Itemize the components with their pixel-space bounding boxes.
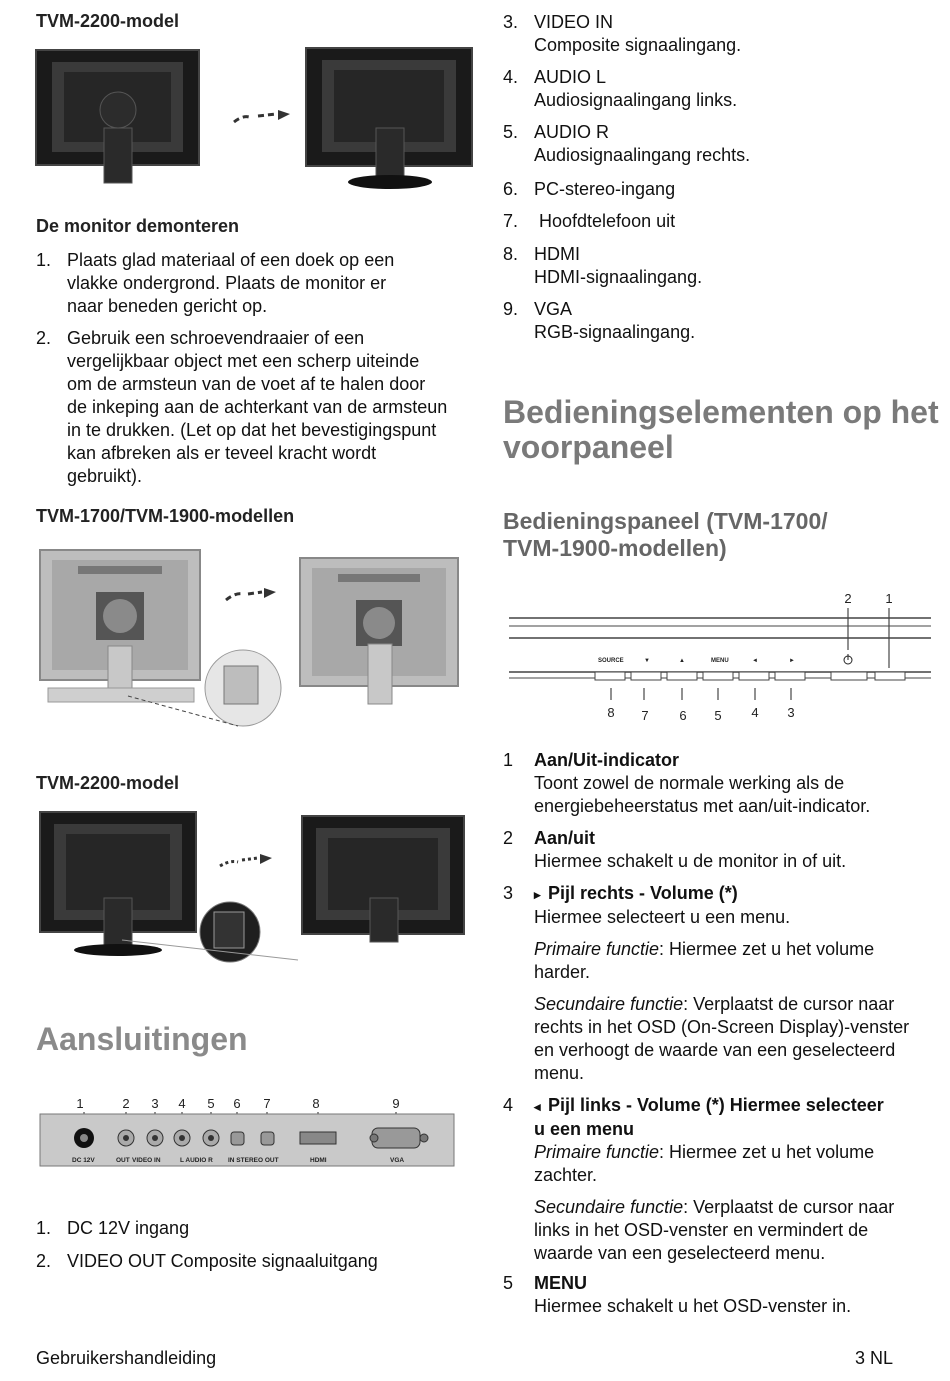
connector-panel-diagram — [38, 1092, 458, 1182]
monitor-disassembly-illustration-tvm2200-bottom — [38, 808, 468, 968]
connector-number: 7 — [263, 1096, 271, 1111]
step-line: vergelijkbaar object met een scherp uiteinde — [67, 351, 420, 371]
item-title: Aan/Uit-indicator — [534, 750, 680, 770]
item-desc: HDMI-signaalingang. — [534, 267, 703, 287]
control-panel-diagram — [505, 588, 935, 728]
monitor-disassembly-illustration-tvm1700 — [38, 548, 463, 733]
secondary-function-text: links in het OSD-venster en vermindert de — [534, 1220, 869, 1240]
connector-label-dc: DC 12V — [72, 1157, 95, 1164]
item-title: PC-stereo-ingang — [534, 179, 676, 199]
control-panel-title-line: TVM-1900-modellen) — [503, 535, 727, 561]
item-number: 7. — [503, 211, 519, 231]
connector-label-audio: L AUDIO R — [180, 1157, 213, 1164]
item-number: 9. — [503, 299, 519, 319]
item-title: Pijl links - Volume (*) Hiermee selecteer — [548, 1095, 884, 1115]
connector-label-video-out: OUT — [116, 1157, 130, 1164]
item-number: 3 — [503, 883, 514, 903]
item-title: AUDIO R — [534, 122, 610, 142]
connector-number: 8 — [312, 1096, 320, 1111]
panel-number: 6 — [679, 708, 687, 723]
step-line: vlakke ondergrond. Plaats de monitor er — [67, 273, 387, 293]
item-title: VIDEO IN — [534, 12, 614, 32]
connector-number: 3 — [151, 1096, 159, 1111]
primary-function-text: : Hiermee zet u het volume — [659, 939, 875, 959]
secondary-function-text: : Verplaatst de cursor naar — [683, 1197, 895, 1217]
item-number: 2. — [36, 1251, 52, 1271]
arrow-right-icon: ▸ — [534, 887, 541, 902]
connector-number: 4 — [178, 1096, 186, 1111]
connector-number: 9 — [392, 1096, 400, 1111]
secondary-function-label: Secundaire functie — [534, 994, 684, 1014]
connector-number: 2 — [122, 1096, 130, 1111]
item-desc: Audiosignaalingang rechts. — [534, 145, 751, 165]
panel-number: 2 — [844, 591, 852, 606]
item-number: 6. — [503, 179, 519, 199]
item-title: u een menu — [534, 1119, 635, 1139]
connector-number: 6 — [233, 1096, 241, 1111]
model-heading-tvm1700-1900: TVM-1700/TVM-1900-modellen — [36, 506, 295, 526]
item-title: MENU — [534, 1273, 587, 1293]
item-number: 5 — [503, 1273, 514, 1293]
power-icon — [844, 654, 852, 664]
button-label-left: ◄ — [752, 658, 758, 664]
front-panel-title-line: voorpaneel — [503, 429, 674, 465]
connector-label-hdmi: HDMI — [310, 1157, 327, 1164]
item-desc: Composite signaalingang. — [534, 35, 742, 55]
item-text: DC 12V ingang — [67, 1218, 190, 1238]
item-number: 2 — [503, 828, 514, 848]
step-line: in te drukken. (Let op dat het bevestigingspunt — [67, 420, 437, 440]
model-heading-tvm2200-top: TVM-2200-model — [36, 11, 180, 31]
footer-page-number: 3 NL — [855, 1348, 894, 1368]
panel-number: 7 — [641, 708, 649, 723]
demount-heading: De monitor demonteren — [36, 216, 240, 236]
step-line: om de armsteun van de voet af te halen door — [67, 374, 426, 394]
item-desc: Hiermee schakelt u de monitor in of uit. — [534, 851, 847, 871]
panel-number: 8 — [607, 705, 615, 720]
primary-function-label: Primaire functie — [534, 1142, 660, 1162]
control-panel-title-line: Bedieningspaneel (TVM-1700/ — [503, 508, 828, 534]
step-line: Plaats glad materiaal of een doek op een — [67, 250, 395, 270]
button-label-down: ▼ — [644, 658, 650, 664]
item-title: AUDIO L — [534, 67, 607, 87]
step-line: de inkeping aan de achterkant van de armsteun — [67, 397, 448, 417]
secondary-function-text: rechts in het OSD (On-Screen Display)-venster — [534, 1017, 910, 1037]
item-title: Aan/uit — [534, 828, 595, 848]
step-line: kan afbreken als er teveel kracht wordt — [67, 443, 377, 463]
model-heading-tvm2200-bottom: TVM-2200-model — [36, 773, 180, 793]
primary-function-text: harder. — [534, 962, 591, 982]
button-label-right: ► — [789, 658, 795, 664]
button-label-source: SOURCE — [598, 658, 624, 664]
monitor-disassembly-illustration-tvm2200 — [34, 44, 479, 194]
button-label-up: ▲ — [679, 658, 685, 664]
control-panel-title — [503, 508, 828, 562]
panel-number: 3 — [787, 705, 795, 720]
connector-number: 5 — [207, 1096, 215, 1111]
item-number: 3. — [503, 12, 519, 32]
primary-function-label: Primaire functie — [534, 939, 660, 959]
item-text: VIDEO OUT Composite signaaluitgang — [67, 1251, 378, 1271]
item-title: VGA — [534, 299, 573, 319]
item-desc: Toont zowel de normale werking als de — [534, 773, 845, 793]
step-line: gebruikt). — [67, 466, 143, 486]
item-number: 4. — [503, 67, 519, 87]
panel-number: 1 — [885, 591, 893, 606]
panel-number: 4 — [751, 705, 759, 720]
secondary-function-text: en verhoogt de waarde van een geselecteerd — [534, 1040, 896, 1060]
arrow-left-icon: ◂ — [534, 1099, 541, 1114]
item-number: 8. — [503, 244, 519, 264]
step-line: naar beneden gericht op. — [67, 296, 268, 316]
button-label-menu: MENU — [711, 658, 729, 664]
footer-manual-title: Gebruikershandleiding — [36, 1348, 217, 1368]
connector-number: 1 — [76, 1096, 84, 1111]
step-line: Gebruik een schroevendraaier of een — [67, 328, 365, 348]
item-number: 5. — [503, 122, 519, 142]
item-title: Pijl rechts - Volume (*) — [548, 883, 738, 903]
item-desc: RGB-signaalingang. — [534, 322, 696, 342]
item-number: 4 — [503, 1095, 514, 1115]
front-panel-title — [503, 395, 939, 465]
connector-label-video-in: VIDEO IN — [132, 1157, 161, 1164]
secondary-function-text: menu. — [534, 1063, 585, 1083]
connector-label-stereo: IN STEREO OUT — [228, 1157, 279, 1164]
item-desc: Hiermee selecteert u een menu. — [534, 907, 791, 927]
item-number: 1 — [503, 750, 514, 770]
secondary-function-text: : Verplaatst de cursor naar — [683, 994, 895, 1014]
primary-function-text: : Hiermee zet u het volume — [659, 1142, 875, 1162]
connector-label-vga: VGA — [390, 1157, 405, 1164]
item-title: HDMI — [534, 244, 580, 264]
connections-title: Aansluitingen — [36, 1021, 248, 1057]
front-panel-title-line: Bedieningselementen op het — [503, 394, 939, 430]
step-number: 2. — [36, 328, 52, 348]
item-title: Hoofdtelefoon uit — [534, 211, 676, 231]
item-desc: Hiermee schakelt u het OSD-venster in. — [534, 1296, 852, 1316]
secondary-function-text: waarde van een geselecteerd menu. — [534, 1243, 826, 1263]
item-desc: Audiosignaalingang links. — [534, 90, 738, 110]
secondary-function-label: Secundaire functie — [534, 1197, 684, 1217]
item-desc: energiebeheerstatus met aan/uit-indicator. — [534, 796, 871, 816]
primary-function-text: zachter. — [534, 1165, 598, 1185]
panel-number: 5 — [714, 708, 722, 723]
item-number: 1. — [36, 1218, 52, 1238]
step-number: 1. — [36, 250, 52, 270]
